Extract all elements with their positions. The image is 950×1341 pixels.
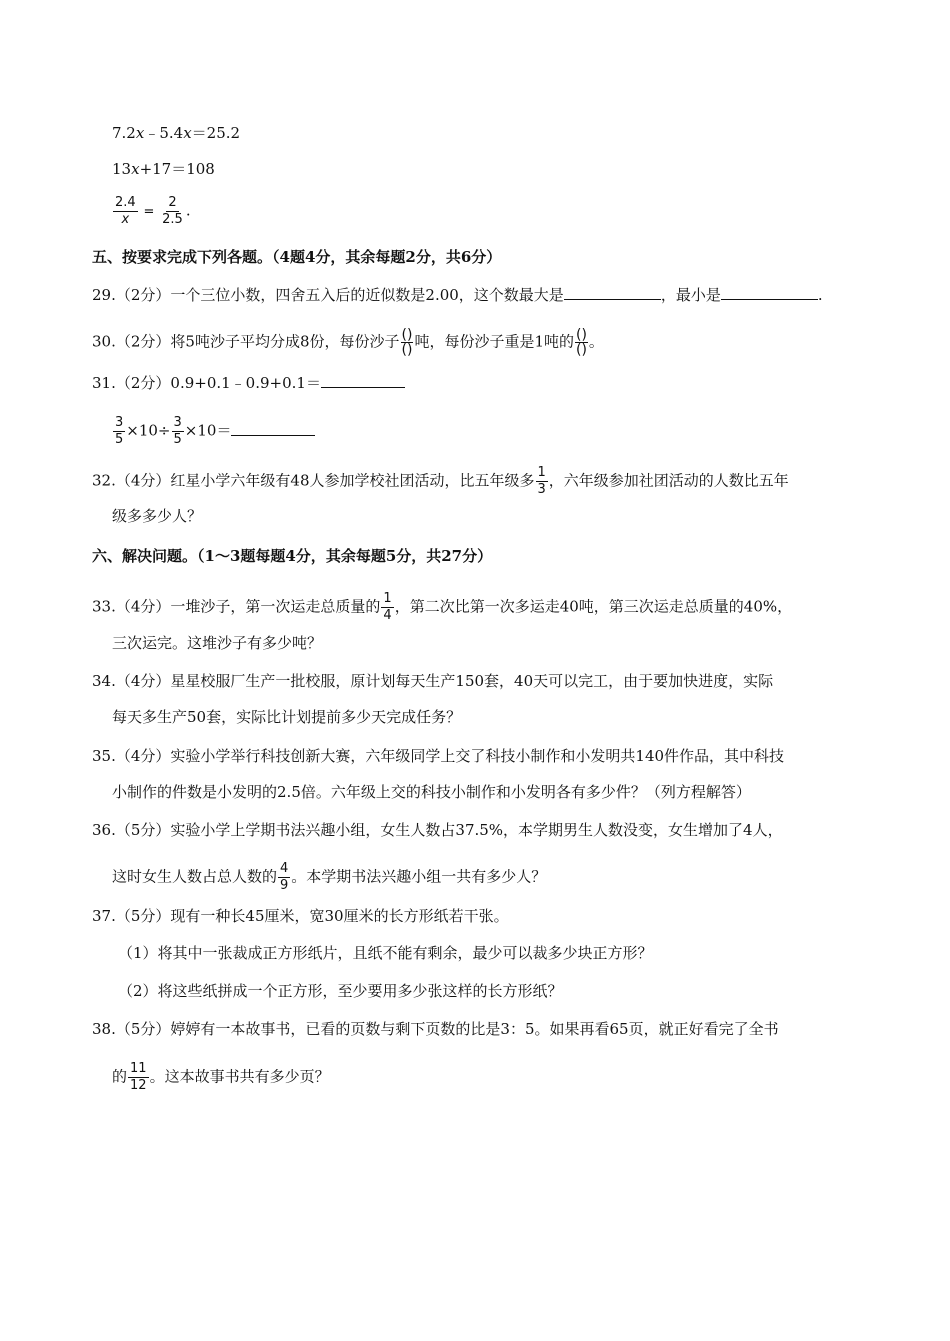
question-37-sub-2: （2）将这些纸拼成一个正方形，至少要用多少张这样的长方形纸？ <box>118 982 563 1000</box>
q29-text: . <box>817 286 823 304</box>
fraction-denominator: () <box>575 342 587 358</box>
question-29 <box>92 284 823 306</box>
q31-fraction-1 <box>113 416 125 447</box>
question-36: 36.（5分）实验小学上学期书法兴趣小组，女生人数占37.5%，本学期男生人数没变，女生增加了4人， <box>92 821 783 839</box>
eq1-part: 7.2 <box>112 124 136 142</box>
question-33 <box>92 592 792 623</box>
q31-text: ×10÷ <box>126 421 171 440</box>
q30-answer-fraction-2[interactable] <box>575 328 588 357</box>
question-38-continued <box>112 1062 330 1093</box>
q36-fraction <box>278 862 290 893</box>
q32-fraction <box>536 466 548 497</box>
fraction-numerator: 3 <box>173 415 182 430</box>
q31-answer-blank-1[interactable] <box>321 373 405 388</box>
eq1-part: ＝25.2 <box>191 124 241 142</box>
question-32-continued: 级多多少人？ <box>112 507 203 525</box>
eq3-fraction-left <box>113 196 138 227</box>
q29-answer-blank-max[interactable] <box>564 285 661 300</box>
q29-text: ，最小是 <box>660 286 721 304</box>
question-37-sub-1: （1）将其中一张裁成正方形纸片，且纸不能有剩余，最少可以裁多少块正方形？ <box>118 944 653 962</box>
equation-2 <box>112 158 215 180</box>
question-34-continued: 每天多生产50套，实际比计划提前多少天完成任务？ <box>112 708 462 726</box>
q30-text: 30.（2分）将5吨沙子平均分成8份，每份沙子 <box>92 332 400 351</box>
fraction-numerator: 1 <box>383 591 392 606</box>
question-38: 38.（5分）婷婷有一本故事书，已看的页数与剩下页数的比是3：5。如果再看65页，就正好看完了全书 <box>92 1020 779 1038</box>
eq1-var: x <box>183 124 192 142</box>
fraction-numerator: () <box>401 327 413 343</box>
q31-text: 31.（2分）0.9+0.1﹣0.9+0.1＝ <box>92 374 321 392</box>
fraction-numerator: 3 <box>115 415 124 430</box>
q33-text: ，第二次比第一次多运走40吨，第三次运走总质量的40%， <box>394 597 793 616</box>
question-31-part-2 <box>112 416 315 447</box>
question-35: 35.（4分）实验小学举行科技创新大赛，六年级同学上交了科技小制作和小发明共140件作品，其中科技 <box>92 747 785 765</box>
question-37: 37.（5分）现有一种长45厘米，宽30厘米的长方形纸若干张。 <box>92 907 509 925</box>
eq3-var: x <box>121 212 130 227</box>
question-32 <box>92 466 789 497</box>
fraction-numerator: 2.4 <box>115 195 136 210</box>
eq2-var: x <box>131 160 140 178</box>
fraction-numerator: 11 <box>130 1061 147 1076</box>
section-6-title: 六、解决问题。（1～3题每题4分，其余每题5分，共27分） <box>92 547 493 565</box>
q30-answer-fraction-1[interactable] <box>401 328 414 357</box>
equation-1 <box>112 122 240 144</box>
fraction-denominator: 5 <box>115 432 124 447</box>
eq2-part: +17＝108 <box>139 160 215 178</box>
q31-fraction-2 <box>172 416 184 447</box>
fraction-denominator: 3 <box>537 482 546 497</box>
q38-text: 的 <box>112 1067 128 1086</box>
eq1-part: ﹣5.4 <box>144 124 184 142</box>
eq3-equals: = <box>143 204 155 220</box>
eq2-part: 13 <box>112 160 132 178</box>
eq3-period: . <box>185 201 191 220</box>
q38-text: 。这本故事书共有多少页？ <box>149 1067 330 1086</box>
equation-3 <box>112 196 191 227</box>
fraction-denominator: 9 <box>280 878 289 893</box>
q33-fraction <box>381 592 393 623</box>
q36-text: 。本学期书法兴趣小组一共有多少人？ <box>291 867 547 886</box>
fraction-denominator <box>119 212 131 227</box>
fraction-numerator: 1 <box>537 465 546 480</box>
section-5-title: 五、按要求完成下列各题。（4题4分，其余每题2分，共6分） <box>92 248 502 266</box>
q29-text: 29.（2分）一个三位小数，四舍五入后的近似数是2.00，这个数最大是 <box>92 286 564 304</box>
fraction-denominator: 12 <box>130 1078 147 1093</box>
question-30 <box>92 328 604 357</box>
fraction-denominator: () <box>401 342 413 358</box>
fraction-numerator: 2 <box>168 195 177 210</box>
question-34: 34.（4分）星星校服厂生产一批校服，原计划每天生产150套，40天可以完工，由于要加快进度，实际 <box>92 672 774 690</box>
q29-answer-blank-min[interactable] <box>721 285 818 300</box>
q32-text: ，六年级参加社团活动的人数比五年 <box>548 471 789 490</box>
eq1-var: x <box>135 124 145 142</box>
q30-text: 。 <box>588 332 604 351</box>
q32-text: 32.（4分）红星小学六年级有48人参加学校社团活动，比五年级多 <box>92 471 535 490</box>
question-35-continued: 小制作的件数是小发明的2.5倍。六年级上交的科技小制作和小发明各有多少件？（列方程解答） <box>112 783 751 801</box>
fraction-denominator: 4 <box>383 608 392 623</box>
fraction-numerator: 4 <box>280 861 289 876</box>
q33-text: 33.（4分）一堆沙子，第一次运走总质量的 <box>92 597 381 616</box>
fraction-numerator: () <box>575 327 587 343</box>
question-36-continued <box>112 862 546 893</box>
q31-answer-blank-2[interactable] <box>231 421 315 436</box>
q31-text: ×10＝ <box>184 421 232 440</box>
question-33-continued: 三次运完。这堆沙子有多少吨？ <box>112 634 323 652</box>
q30-text: 吨，每份沙子重是1吨的 <box>414 332 574 351</box>
eq3-fraction-right <box>160 196 185 227</box>
fraction-denominator: 5 <box>173 432 182 447</box>
q38-fraction <box>128 1062 149 1093</box>
q36-text: 这时女生人数占总人数的 <box>112 867 278 886</box>
fraction-denominator: 2.5 <box>162 212 183 227</box>
question-31 <box>92 372 405 394</box>
